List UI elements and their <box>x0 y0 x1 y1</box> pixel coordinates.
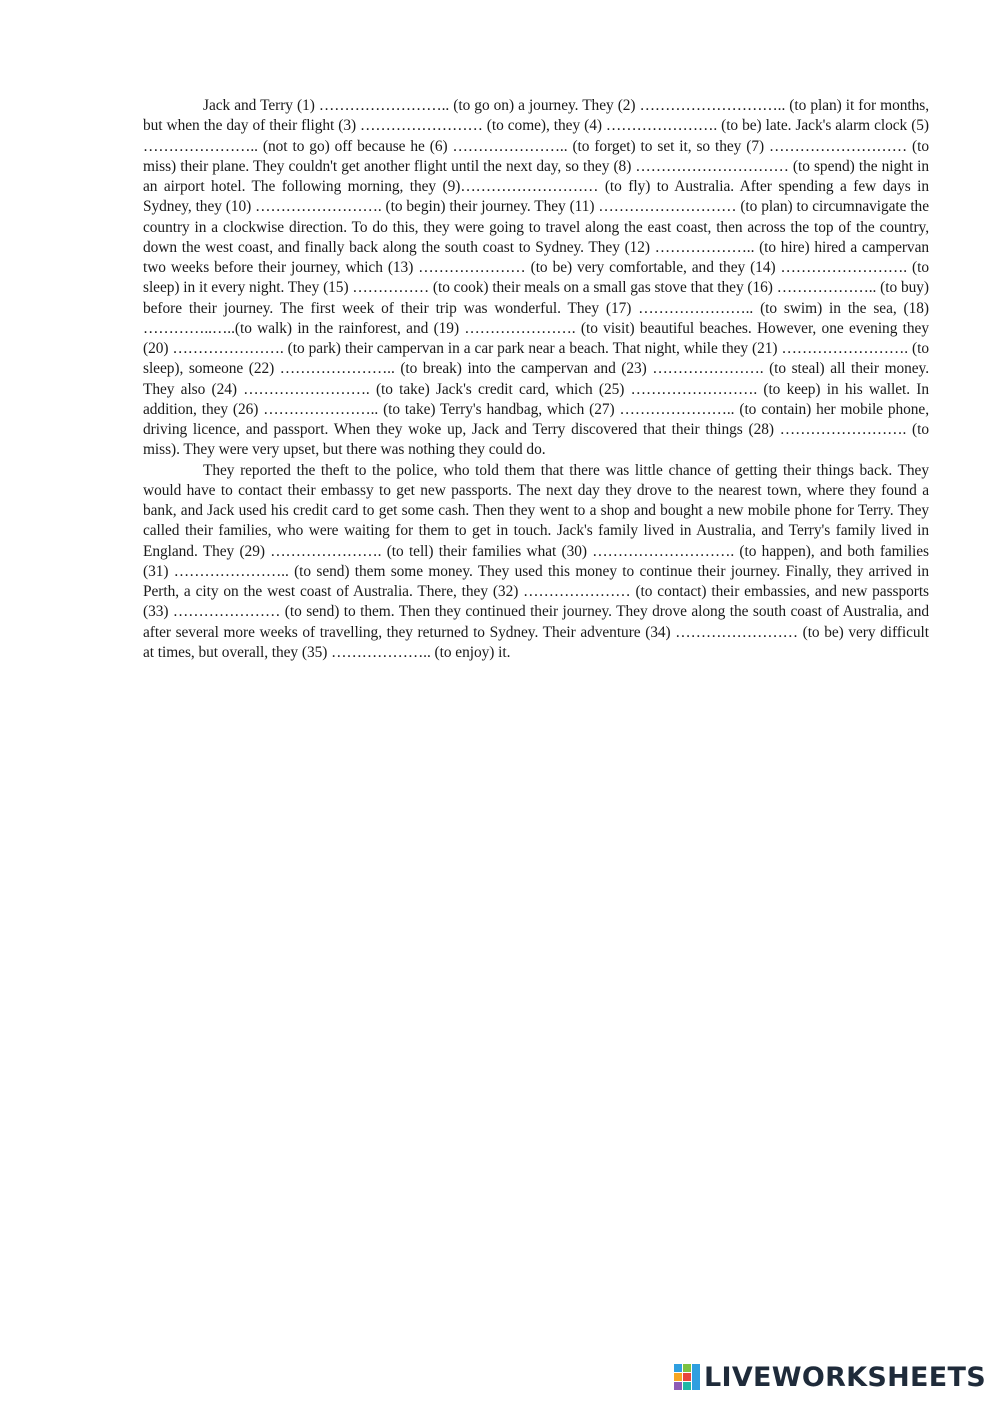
paragraph-2: They reported the theft to the police, who told them that there was little chance of getting their things back. They would have to contact their embassy to get new passports. The next day they drove to the nearest town, where they found a bank, and Jack used his credit card to get some cash. Then they went to a shop and bought a new mobile phone for Terry. They called their families, who were waiting for them to get in touch. Jack's family lived in Australia, and Terry's family lived in England. They (29) …………………. (to tell) their families what (30) ………………………. (to happen), and both families (31) ………………….. (to send) them some money. They used this money to continue their journey. Finally, they arrived in Perth, a city on the west coast of Australia. There, they (32) ………………… (to contact) their embassies, and new passports (33) ………………… (to send) to them. Then they continued their journey. They drove along the south coast of Australia, and after several more weeks of travelling, they returned to Sydney. Their adventure (34) …………………… (to be) very difficult at times, but overall, they (35) ……………….. (to enjoy) it. <box>143 461 929 661</box>
liveworksheets-logo[interactable] <box>674 1360 986 1394</box>
brand-name: LIVEWORKSHEETS <box>703 1361 986 1393</box>
liveworksheets-logo-icon <box>674 1364 700 1390</box>
paragraph-1: Jack and Terry (1) …………………….. (to go on) a journey. They (2) ……………………….. (to plan) it for months, but when the day of their flight (3) …………………… (to come), they (4) …………………. (to be) late. Jack's alarm clock (5) ………………….. (not to go) off because he (6) ………………….. (to forget) to set it, so they (7) ……………………… (to miss) their plane. They couldn't get another flight until the next day, so they (8) ………………………… (to spend) the night in an airport hotel. The following morning, they (9)……………………… (to fly) to Australia. After spending a few days in Sydney, they (10) ……………………. (to begin) their journey. They (11) ……………………… (to plan) to circumnavigate the country in a clockwise direction. To do this, they were going to travel along the east coast, then across the top of the country, down the west coast, and finally back along the south coast to Sydney. They (12) ……………….. (to hire) hired a campervan two weeks before their journey, which (13) ………………… (to be) very comfortable, and they (14) ……………………. (to sleep) in it every night. They (15) …………… (to cook) their meals on a small gas stove that they (16) ……………….. (to buy) before their journey. The first week of their trip was wonderful. They (17) ………………….. (to swim) in the sea, (18) …………..…..(to walk) in the rainforest, and (19) …………………. (to visit) beautiful beaches. However, one evening they (20) …………………. (to park) their campervan in a car park near a beach. That night, while they (21) ……………………. (to sleep), someone (22) ………………….. (to break) into the campervan and (23) …………………. (to steal) all their money. They also (24) ……………………. (to take) Jack's credit card, which (25) ……………………. (to keep) in his wallet. In addition, they (26) ………………….. (to take) Terry's handbag, which (27) ………………….. (to contain) her mobile phone, driving licence, and passport. When they woke up, Jack and Terry discovered that their things (28) ……………………. (to miss). They were very upset, but there was nothing they could do. <box>143 97 929 459</box>
worksheet-text <box>143 96 929 663</box>
